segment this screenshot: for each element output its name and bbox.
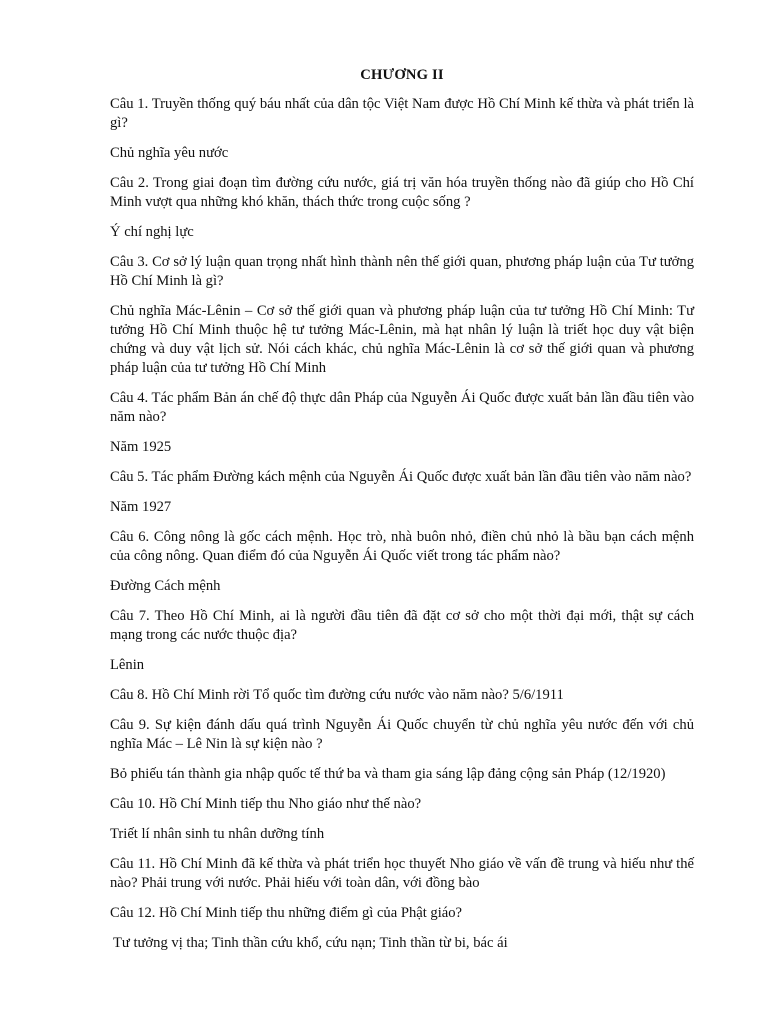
answer-9: Bỏ phiếu tán thành gia nhập quốc tế thứ ba và tham gia sáng lập đảng cộng sản Pháp (12/1920): [110, 766, 666, 782]
answer-6: Đường Cách mệnh: [110, 578, 221, 594]
answer-3: Chủ nghĩa Mác-Lênin – Cơ sở thế giới quan và phương pháp luận của tư tưởng Hồ Chí Minh: Tư tưởng Hồ Chí Minh thuộc hệ tư tưởng Mác-Lênin, mà hạt nhân lý luận là triết học duy vật biện chứng và duy vật lịch sử. Nói cách khác, chủ nghĩa Mác-Lênin là cơ sở thế giới quan và phương pháp luận của tư tưởng Hồ Chí Minh: [110, 303, 694, 376]
answer-7: Lênin: [110, 657, 145, 673]
question-7: Câu 7. Theo Hồ Chí Minh, ai là người đầu tiên đã đặt cơ sở cho một thời đại mới, thật sự cách mạng trong các nước thuộc địa?: [110, 608, 694, 643]
question-9: Câu 9. Sự kiện đánh dấu quá trình Nguyễn Ái Quốc chuyển từ chủ nghĩa yêu nước đến với chủ nghĩa Mác – Lê Nin là sự kiện nào ?: [110, 717, 694, 752]
answer-1: Chủ nghĩa yêu nước: [110, 145, 229, 161]
question-4: Câu 4. Tác phẩm Bản án chế độ thực dân Pháp của Nguyễn Ái Quốc được xuất bản lần đầu tiên vào năm nào?: [110, 390, 694, 425]
answer-5: Năm 1927: [110, 499, 172, 515]
question-12: Câu 12. Hồ Chí Minh tiếp thu những điểm gì của Phật giáo?: [110, 905, 463, 921]
answer-2: Ý chí nghị lực: [110, 224, 194, 240]
question-5: Câu 5. Tác phẩm Đường kách mệnh của Nguyễn Ái Quốc được xuất bản lần đầu tiên vào năm nào?: [110, 469, 692, 485]
question-3: Câu 3. Cơ sở lý luận quan trọng nhất hình thành nên thế giới quan, phương pháp luận của Tư tưởng Hồ Chí Minh là gì?: [110, 254, 694, 289]
question-11: Câu 11. Hồ Chí Minh đã kế thừa và phát triển học thuyết Nho giáo về vấn đề trung và hiếu như thế nào? Phải trung với nước. Phải hiếu với toàn dân, với đồng bào: [110, 856, 694, 891]
question-6: Câu 6. Công nông là gốc cách mệnh. Học trò, nhà buôn nhỏ, điền chủ nhỏ là bầu bạn cách mệnh của công nông. Quan điểm đó của Nguyễn Ái Quốc viết trong tác phẩm nào?: [110, 529, 694, 564]
answer-12: Tư tưởng vị tha; Tinh thần cứu khổ, cứu nạn; Tinh thần từ bi, bác ái: [113, 935, 508, 951]
question-8: Câu 8. Hồ Chí Minh rời Tổ quốc tìm đường cứu nước vào năm nào? 5/6/1911: [110, 687, 564, 703]
question-1: Câu 1. Truyền thống quý báu nhất của dân tộc Việt Nam được Hồ Chí Minh kế thừa và phát triển là gì?: [110, 96, 694, 131]
answer-10: Triết lí nhân sinh tu nhân dưỡng tính: [110, 826, 325, 842]
question-10: Câu 10. Hồ Chí Minh tiếp thu Nho giáo như thế nào?: [110, 796, 422, 812]
question-2: Câu 2. Trong giai đoạn tìm đường cứu nước, giá trị văn hóa truyền thống nào đã giúp cho Hồ Chí Minh vượt qua những khó khăn, thách thức trong cuộc sống ?: [110, 175, 694, 210]
answer-4: Năm 1925: [110, 439, 172, 455]
chapter-title: CHƯƠNG II: [360, 67, 444, 83]
document-page: [110, 66, 694, 964]
